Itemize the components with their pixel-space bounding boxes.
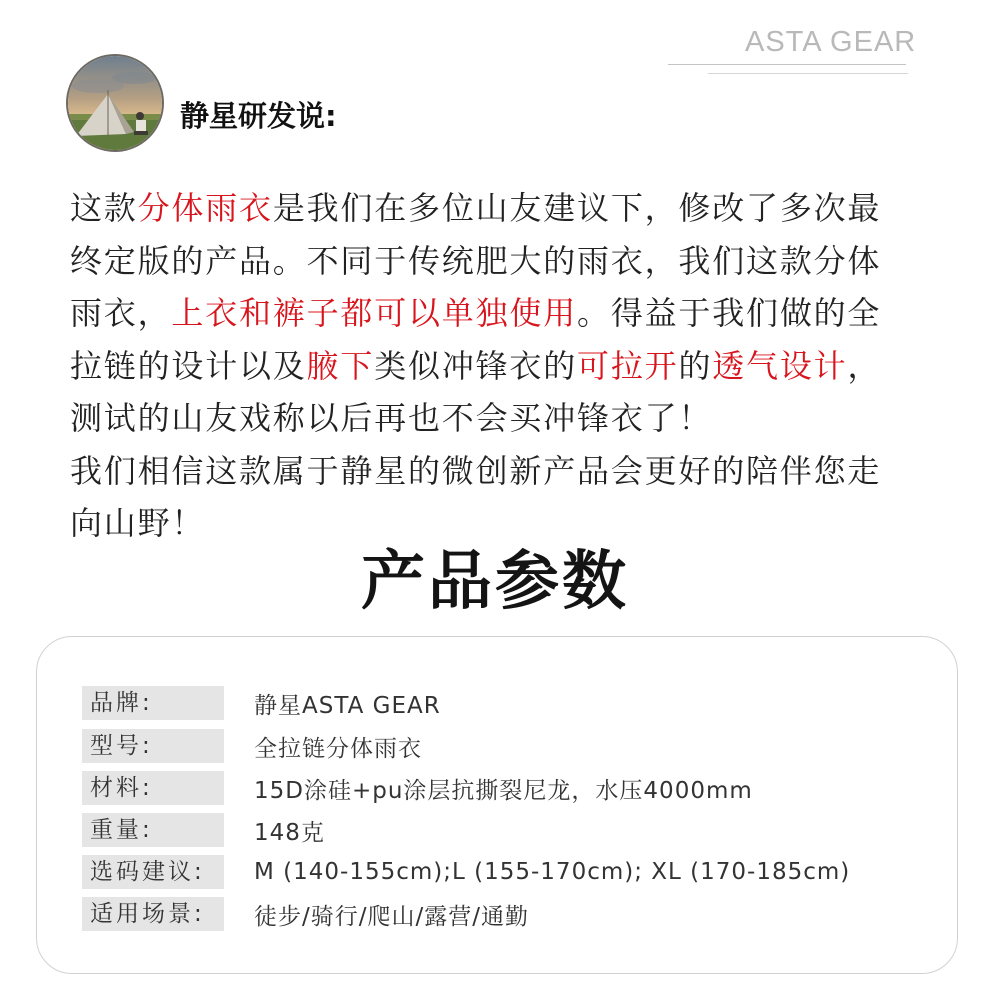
spec-row-weight [82,813,325,847]
intro-line [70,287,950,340]
spec-label: 选码建议: [82,855,224,889]
intro-text: 拉链的设计以及 [70,346,307,385]
highlight-text: 分体雨衣 [137,189,273,227]
intro-line [70,445,950,498]
section-title: 产品参数 [361,545,629,619]
intro-text: 我们相信这款属于静星的微创新产品会更好的陪伴您走 [70,451,882,490]
spec-row-brand [82,686,441,720]
intro-text: 雨衣， [70,294,172,332]
tent-photo-icon [68,56,162,150]
intro-text: 。得益于我们做的全 [577,294,882,332]
intro-text: ， [847,346,882,385]
brand-underline-bottom [708,73,908,74]
intro-text: 向山野！ [70,504,206,542]
spec-row-model [82,729,422,763]
spec-value: M (140-155cm);L (155-170cm); XL (170-185cm) [254,859,851,885]
intro-text: 是我们在多位山友建议下，修改了多次最 [272,189,882,227]
intro-paragraph [70,182,950,550]
spec-label: 材料: [82,771,224,805]
highlight-text: 可拉开 [577,346,679,385]
intro-line [70,340,950,393]
intro-text: 类似冲锋衣的 [374,346,578,385]
spec-label: 重量: [82,813,224,847]
spec-row-material [82,771,753,805]
spec-value: 148克 [254,819,325,846]
intro-text: 的 [678,346,713,385]
highlight-text: 上衣和裤子都可以单独使用 [171,294,578,332]
intro-text: 测试的山友戏称以后再也不会买冲锋衣了！ [70,399,713,437]
highlight-text: 透气设计 [712,346,848,385]
spec-row-size [82,855,850,889]
spec-value: 15D涂硅+pu涂层抗撕裂尼龙，水压4000mm [254,777,753,804]
avatar [66,54,164,152]
spec-row-scenario [82,897,529,931]
brand-underline-top [668,64,906,65]
spec-label: 适用场景: [82,897,224,931]
intro-text: 这款 [70,189,138,227]
spec-value: 静星ASTA GEAR [254,692,441,719]
highlight-text: 腋下 [306,346,375,385]
intro-line [70,235,950,288]
spec-label: 型号: [82,729,224,763]
spec-label: 品牌: [82,686,224,720]
speaker-title: 静星研发说: [180,99,337,133]
intro-text: 终定版的产品。不同于传统肥大的雨衣，我们这款分体 [70,241,882,280]
brand-mark: ASTA GEAR [745,26,917,58]
spec-value: 徒步/骑行/爬山/露营/通勤 [254,903,529,930]
intro-line [70,392,950,445]
intro-line [70,182,950,235]
spec-value: 全拉链分体雨衣 [254,735,422,762]
